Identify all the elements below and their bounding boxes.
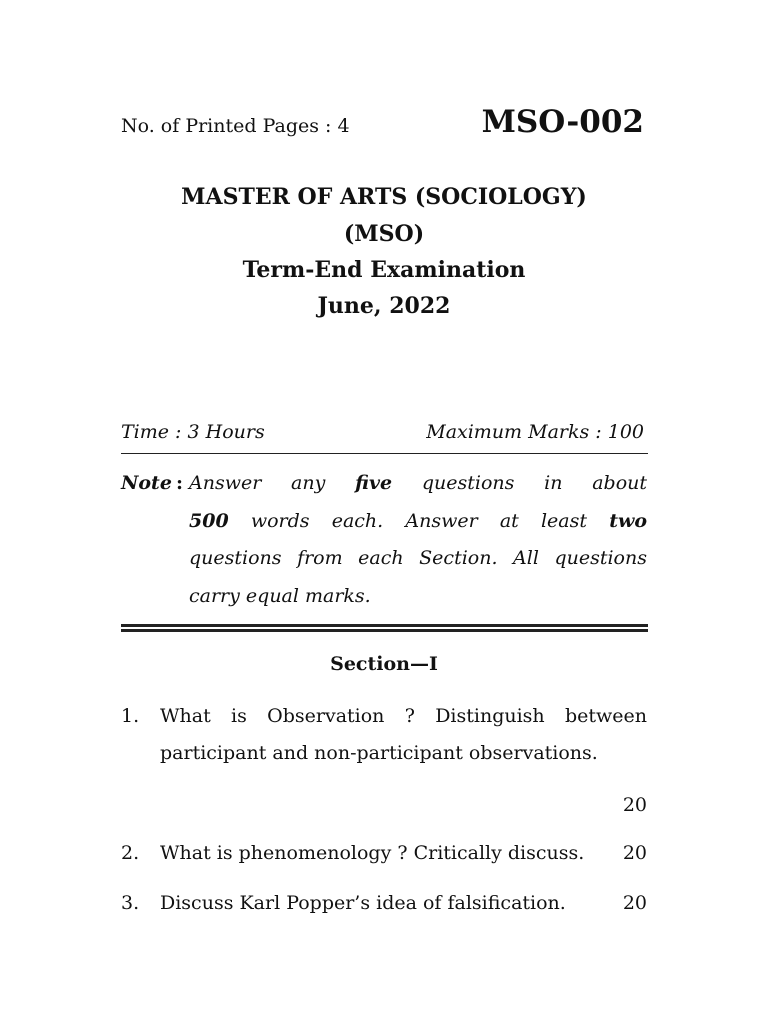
- note-text: questions in about: [392, 472, 647, 494]
- question-number: 3.: [121, 892, 140, 914]
- note-text: words each. Answer at least: [228, 510, 610, 532]
- note-colon: :: [176, 472, 184, 494]
- question-text: What is phenomenology ? Critically discuss.: [160, 842, 585, 864]
- maximum-marks: Maximum Marks : 100: [426, 421, 644, 443]
- printed-pages: No. of Printed Pages : 4: [121, 115, 350, 137]
- question-number: 1.: [121, 705, 140, 727]
- course-code: MSO-002: [481, 104, 644, 140]
- question-text: Discuss Karl Popper’s idea of falsification.: [160, 892, 566, 914]
- note-line-4: carry equal marks.: [189, 585, 371, 607]
- question-marks: 20: [622, 892, 647, 914]
- time-allowed: Time : 3 Hours: [121, 421, 265, 443]
- exam-title-date: June, 2022: [317, 293, 451, 319]
- double-rule-top: [121, 624, 648, 627]
- exam-title-type: Term-End Examination: [242, 257, 526, 283]
- section-heading: Section—I: [330, 653, 438, 675]
- note-emphasis: five: [355, 472, 393, 494]
- question-text: participant and non-participant observations.: [160, 742, 598, 764]
- question-marks: 20: [622, 842, 647, 864]
- question-marks: 20: [622, 794, 647, 816]
- divider: [121, 453, 648, 454]
- exam-title-programme: (MSO): [343, 221, 425, 247]
- exam-title-degree: MASTER OF ARTS (SOCIOLOGY): [181, 184, 587, 210]
- double-rule-bottom: [121, 629, 648, 632]
- note-label: Note: [121, 472, 172, 494]
- note-line-2: [189, 510, 647, 532]
- note-line-3: questions from each Section. All questions: [189, 547, 647, 569]
- question-text: What is Observation ? Distinguish between: [160, 705, 647, 727]
- note-emphasis: 500: [189, 510, 229, 532]
- question-number: 2.: [121, 842, 140, 864]
- note-text: Answer any: [189, 472, 356, 494]
- note-line-1: [189, 472, 647, 494]
- note-emphasis: two: [609, 510, 647, 532]
